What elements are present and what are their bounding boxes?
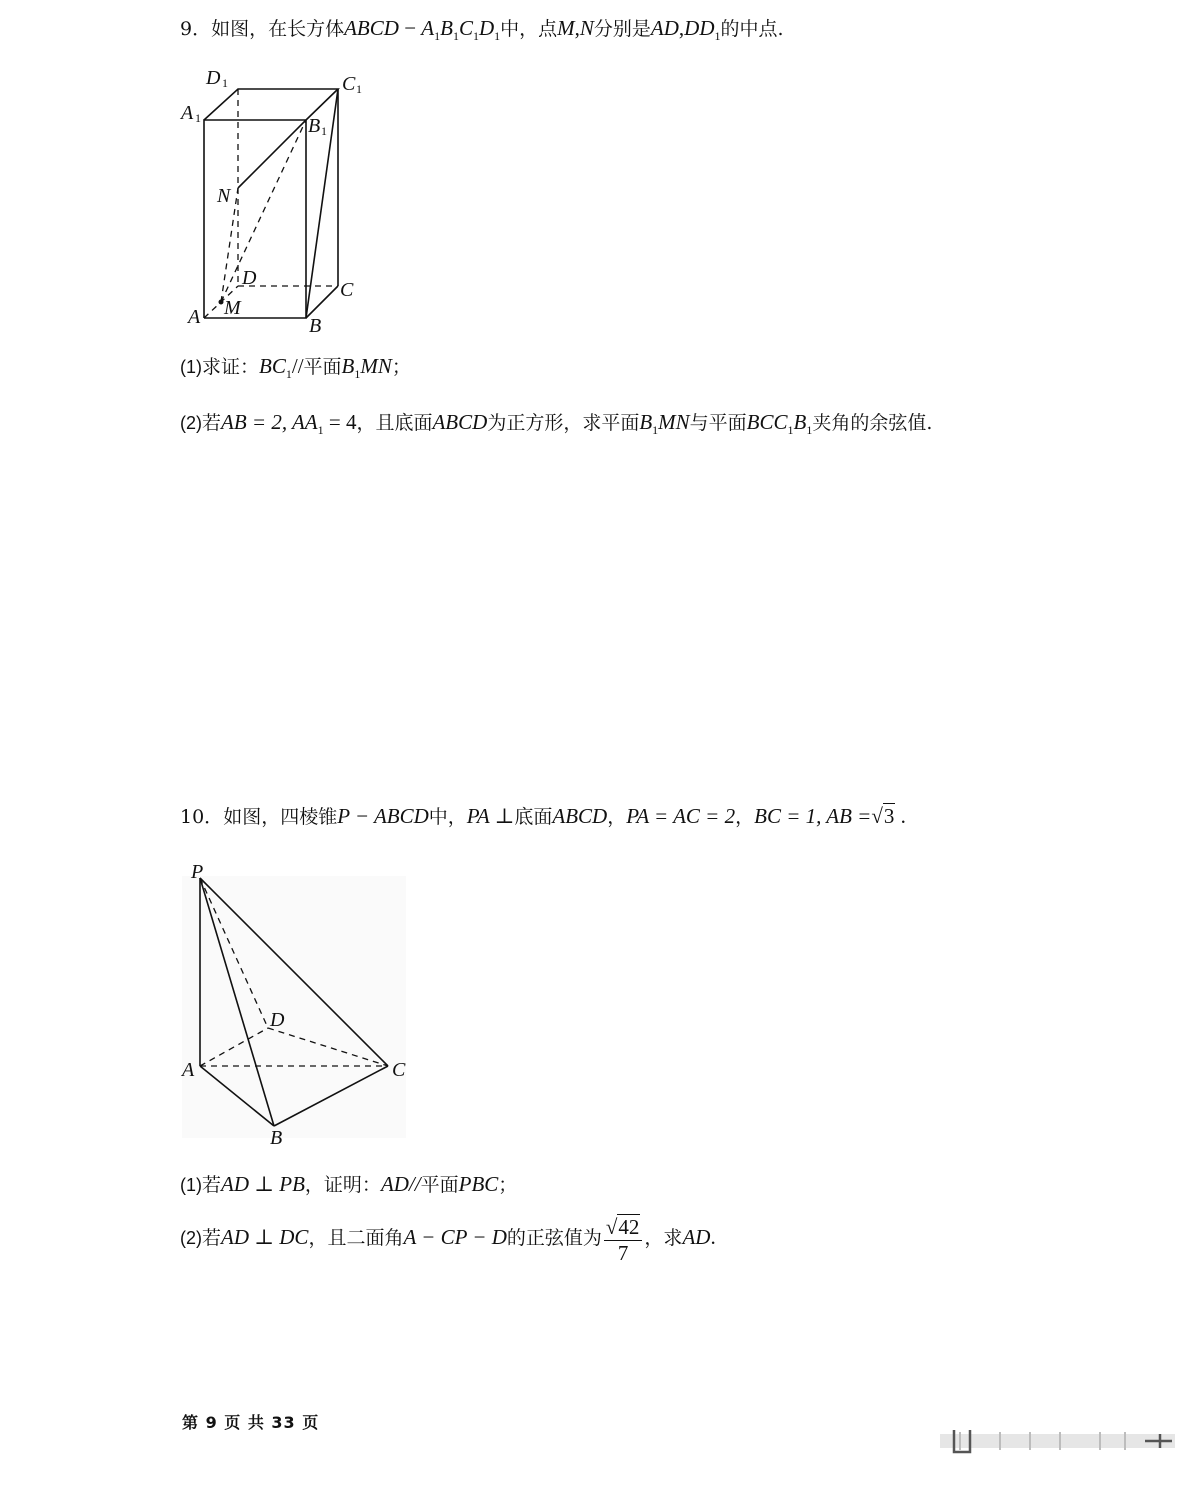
label-C: C bbox=[340, 279, 354, 301]
label-M: M bbox=[224, 297, 241, 319]
label-D: D bbox=[270, 1009, 285, 1031]
label-A: A bbox=[182, 1059, 195, 1081]
label-C1: C bbox=[342, 73, 356, 95]
label-C: C bbox=[392, 1059, 406, 1081]
label-A: A bbox=[188, 306, 201, 328]
label-D1: D bbox=[206, 67, 221, 89]
label-N: N bbox=[217, 185, 231, 207]
label-D: D bbox=[242, 267, 257, 289]
sqrt42-over-7: $\frac{√42}{7}$ bbox=[604, 1214, 643, 1265]
scan-artifact bbox=[940, 1424, 1175, 1460]
q10-part2: (2)若AD ⊥ DC，且二面角A − CP − D的正弦值为 $\frac{√42}{7}$ ，求AD. bbox=[180, 1214, 716, 1265]
label-B1: B bbox=[308, 115, 321, 137]
svg-text:1: 1 bbox=[222, 76, 228, 90]
q9-part1: (1)求证：$BC_1//$平面$B_1MN$； bbox=[180, 354, 411, 382]
label-A1: A bbox=[181, 102, 194, 124]
q10-pyramid-figure bbox=[176, 858, 426, 1153]
q10-part1: (1)若AD ⊥ PB，证明：AD//平面PBC； bbox=[180, 1172, 518, 1196]
q9-part2: (2)若AB = 2, $AA_1 = 4$，且底面ABCD为正方形，求平面$B_1MN$与平面$BCC_1B_1$夹角的余弦值. bbox=[180, 410, 933, 438]
q10-stem: 10．如图，四棱锥P − ABCD中，PA ⊥底面ABCD，PA = AC = 2，BC = 1, AB =√3 . bbox=[180, 804, 906, 828]
svg-text:1: 1 bbox=[356, 82, 362, 96]
label-B: B bbox=[270, 1127, 283, 1149]
svg-text:1: 1 bbox=[195, 111, 201, 125]
label-B: B bbox=[309, 315, 322, 337]
q9-stem: 9．如图，在长方体ABCD − $A_1B_1C_1D_1$中，点M,N分别是$AD,DD_1$的中点. bbox=[180, 16, 784, 44]
label-P: P bbox=[191, 861, 204, 883]
page-footer: 第 9 页 共 33 页 bbox=[182, 1413, 320, 1432]
svg-text:1: 1 bbox=[321, 124, 327, 138]
q9-cuboid-figure bbox=[170, 60, 400, 350]
